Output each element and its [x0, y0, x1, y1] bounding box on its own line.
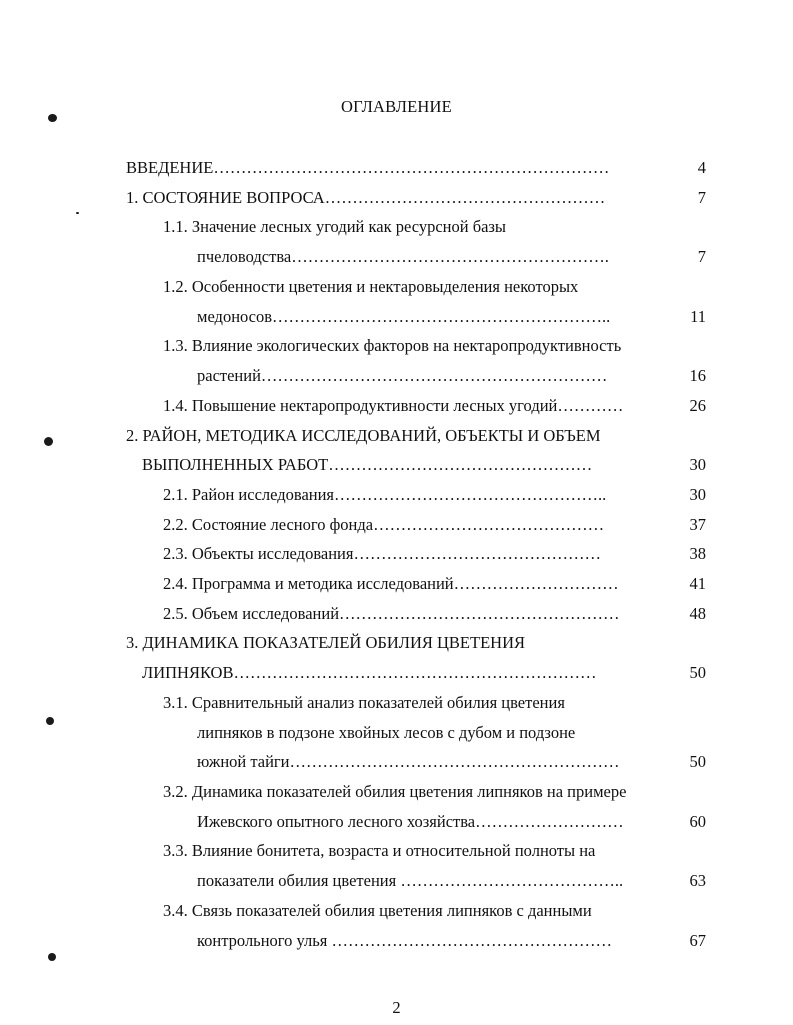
toc-entry-section-3-3: 3.3. Влияние бонитета, возраста и относительной полноты на [163, 841, 596, 860]
toc-entry-section-3-1-cont: липняков в подзоне хвойных лесов с дубом и подзоне [197, 723, 576, 742]
page-title: ОГЛАВЛЕНИЕ [341, 97, 452, 116]
toc-entry-section-2-5: 2.5. Объем исследований…………………………………………… [163, 604, 620, 623]
toc-entry-section-3-2-cont: Ижевского опытного лесного хозяйства……………………… [197, 812, 624, 831]
toc-entry-section-1-1-cont: пчеловодства…………………………………………………. [197, 247, 609, 266]
toc-page-number: 48 [689, 604, 706, 623]
scan-speck [44, 437, 53, 446]
scan-speck [48, 953, 56, 961]
toc-page-number: 37 [689, 515, 706, 534]
toc-entry-section-3-4-cont: контрольного улья …………………………………………… [197, 931, 613, 950]
toc-page-number: 63 [689, 871, 706, 890]
toc-entry-chapter-3: 3. ДИНАМИКА ПОКАЗАТЕЛЕЙ ОБИЛИЯ ЦВЕТЕНИЯ [126, 633, 525, 652]
toc-page-number: 16 [689, 366, 706, 385]
toc-page-number: 60 [689, 812, 706, 831]
toc-page-number: 7 [697, 188, 706, 207]
toc-page-number: 30 [689, 455, 706, 474]
toc-entry-section-1-3: 1.3. Влияние экологических факторов на нектаропродуктивность [163, 336, 622, 355]
scan-speck [76, 212, 79, 214]
toc-entry-chapter-2-cont: ВЫПОЛНЕННЫХ РАБОТ………………………………………… [142, 455, 593, 474]
toc-entry-section-1-3-cont: растений……………………………………………………… [197, 366, 608, 385]
toc-entry-section-2-1: 2.1. Район исследования………………………………………….. [163, 485, 607, 504]
toc-page-number: 67 [689, 931, 706, 950]
toc-entry-section-3-3-cont: показатели обилия цветения ………………………………….. [197, 871, 624, 890]
toc-page-number: 7 [697, 247, 706, 266]
toc-entry-section-1-2-cont: медоносов…………………………………………………….. [197, 307, 611, 326]
toc-page-number: 26 [689, 396, 706, 415]
toc-entry-introduction: ВВЕДЕНИЕ……………………………………………………………… [126, 158, 610, 177]
toc-entry-section-1-2: 1.2. Особенности цветения и нектаровыделения некоторых [163, 277, 579, 296]
toc-entry-section-2-2: 2.2. Состояние лесного фонда…………………………………… [163, 515, 605, 534]
scan-speck [46, 717, 54, 725]
toc-entry-section-2-4: 2.4. Программа и методика исследований………………………… [163, 574, 619, 593]
toc-entry-chapter-2: 2. РАЙОН, МЕТОДИКА ИССЛЕДОВАНИЙ, ОБЪЕКТЫ И ОБЪЕМ [126, 426, 601, 445]
toc-page-number: 30 [689, 485, 706, 504]
toc-entry-section-3-1: 3.1. Сравнительный анализ показателей обилия цветения [163, 693, 565, 712]
toc-page-number: 4 [697, 158, 706, 177]
toc-page-number: 11 [690, 307, 706, 326]
toc-entry-chapter-3-cont: ЛИПНЯКОВ………………………………………………………… [142, 663, 597, 682]
toc-entry-section-3-2: 3.2. Динамика показателей обилия цветения липняков на примере [163, 782, 627, 801]
toc-entry-section-3-4: 3.4. Связь показателей обилия цветения липняков с данными [163, 901, 592, 920]
toc-entry-section-1-4: 1.4. Повышение нектаропродуктивности лесных угодий………… [163, 396, 624, 415]
toc-entry-section-3-1-cont: южной тайги…………………………………………………… [197, 752, 620, 771]
toc-page-number: 50 [689, 752, 706, 771]
toc-entry-section-1-1: 1.1. Значение лесных угодий как ресурсной базы [163, 217, 507, 236]
page-number: 2 [392, 998, 401, 1017]
toc-page-number: 50 [689, 663, 706, 682]
toc-page-number: 41 [689, 574, 706, 593]
toc-entry-chapter-1: 1. СОСТОЯНИЕ ВОПРОСА…………………………………………… [126, 188, 606, 207]
scan-speck [48, 114, 57, 122]
toc-page-number: 38 [689, 544, 706, 563]
toc-entry-section-2-3: 2.3. Объекты исследования……………………………………… [163, 544, 601, 563]
